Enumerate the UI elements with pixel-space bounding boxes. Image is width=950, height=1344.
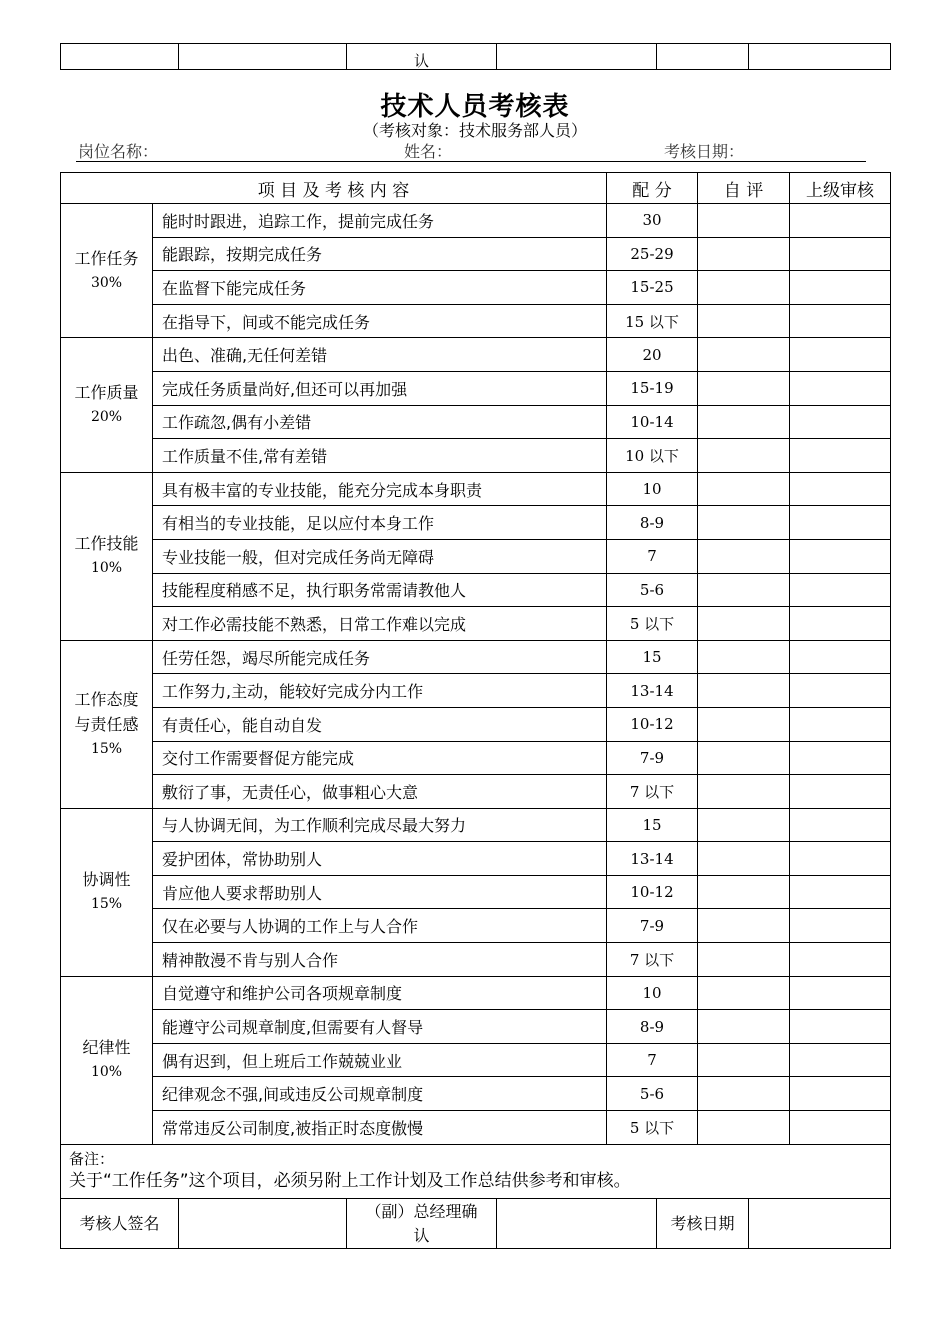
signature-row [61, 1199, 891, 1249]
criterion-text: 在指导下，间或不能完成任务 [153, 304, 607, 338]
superior-review-input-cell[interactable] [790, 204, 891, 238]
criterion-score: 10-12 [607, 707, 698, 741]
superior-review-input-cell[interactable] [790, 405, 891, 439]
category-cell [61, 472, 153, 640]
remarks-cell [61, 1144, 891, 1198]
table-row [61, 943, 891, 977]
self-evaluation-input-cell[interactable] [698, 237, 790, 271]
top-strip-cell-4 [657, 44, 749, 70]
category-name-line: 与责任感 [74, 714, 139, 734]
table-row [61, 1010, 891, 1044]
criterion-score: 5 以下 [607, 1111, 698, 1145]
category-cell [61, 338, 153, 472]
top-strip-table [60, 43, 891, 70]
table-row [61, 842, 891, 876]
category-name: 工作技能 [74, 534, 139, 554]
top-strip-cell-3 [497, 44, 657, 70]
superior-review-input-cell[interactable] [790, 875, 891, 909]
criterion-text: 有相当的专业技能，足以应付本身工作 [153, 506, 607, 540]
superior-review-input-cell[interactable] [790, 808, 891, 842]
table-row [61, 875, 891, 909]
superior-review-input-cell[interactable] [790, 674, 891, 708]
superior-review-input-cell[interactable] [790, 607, 891, 641]
remarks-text: 关于“工作任务”这个项目，必须另附上工作计划及工作总结供参考和审核。 [69, 1170, 631, 1191]
category-weight: 10% [90, 1064, 123, 1081]
superior-review-input-cell[interactable] [790, 1111, 891, 1145]
superior-review-input-cell[interactable] [790, 439, 891, 473]
criterion-score: 7 [607, 539, 698, 573]
criterion-text: 能遵守公司规章制度,但需要有人督导 [153, 1010, 607, 1044]
superior-review-input-cell[interactable] [790, 707, 891, 741]
self-evaluation-input-cell[interactable] [698, 674, 790, 708]
superior-review-input-cell[interactable] [790, 741, 891, 775]
top-strip-cell-5 [749, 44, 891, 70]
table-row [61, 741, 891, 775]
table-row [61, 640, 891, 674]
criterion-score: 7 以下 [607, 775, 698, 809]
superior-review-input-cell[interactable] [790, 909, 891, 943]
superior-review-input-cell[interactable] [790, 1077, 891, 1111]
criterion-text: 交付工作需要督促方能完成 [153, 741, 607, 775]
criterion-score: 7-9 [607, 909, 698, 943]
criterion-score: 15-25 [607, 271, 698, 305]
criterion-text: 工作质量不佳,常有差错 [153, 439, 607, 473]
assessment-table [60, 172, 891, 1199]
table-row [61, 1077, 891, 1111]
criterion-text: 肯应他人要求帮助别人 [153, 875, 607, 909]
table-row [61, 271, 891, 305]
table-row [61, 439, 891, 473]
criterion-score: 10 [607, 472, 698, 506]
superior-review-input-cell[interactable] [790, 573, 891, 607]
table-header-row [61, 173, 891, 204]
self-evaluation-input-cell[interactable] [698, 338, 790, 372]
top-strip-row [61, 44, 891, 70]
self-evaluation-input-cell[interactable] [698, 1111, 790, 1145]
self-evaluation-input-cell[interactable] [698, 775, 790, 809]
category-name: 工作质量 [74, 383, 139, 403]
superior-review-input-cell[interactable] [790, 640, 891, 674]
self-evaluation-input-cell[interactable] [698, 741, 790, 775]
criterion-text: 技能程度稍感不足，执行职务常需请教他人 [153, 573, 607, 607]
criterion-text: 有责任心，能自动自发 [153, 707, 607, 741]
table-row [61, 707, 891, 741]
table-row [61, 808, 891, 842]
superior-review-input-cell[interactable] [790, 506, 891, 540]
criterion-score: 15 以下 [607, 304, 698, 338]
category-name-line: 工作态度 [74, 689, 139, 709]
category-name: 协调性 [82, 870, 131, 890]
superior-review-input-cell[interactable] [790, 1010, 891, 1044]
category-weight: 20% [90, 409, 123, 426]
criterion-text: 常常违反公司制度,被指正时态度傲慢 [153, 1111, 607, 1145]
gm-confirm-label-line: 认 [413, 1225, 430, 1245]
criterion-score: 15 [607, 640, 698, 674]
criterion-text: 精神散漫不肯与别人合作 [153, 943, 607, 977]
table-row [61, 405, 891, 439]
table-row [61, 371, 891, 405]
criterion-score: 7 [607, 1043, 698, 1077]
criterion-score: 7-9 [607, 741, 698, 775]
criterion-text: 爱护团体，常协助别人 [153, 842, 607, 876]
criterion-text: 能时时跟进，追踪工作，提前完成任务 [153, 204, 607, 238]
criterion-score: 10 以下 [607, 439, 698, 473]
category-weight: 30% [90, 274, 123, 291]
criterion-score: 5 以下 [607, 607, 698, 641]
criterion-score: 5-6 [607, 1077, 698, 1111]
category-cell [61, 808, 153, 976]
criterion-score: 10-12 [607, 875, 698, 909]
gm-confirm-field[interactable] [497, 1199, 657, 1249]
superior-review-input-cell[interactable] [790, 271, 891, 305]
self-evaluation-input-cell[interactable] [698, 472, 790, 506]
assessment-date-label: 考核日期： [664, 142, 745, 161]
criterion-text: 偶有迟到，但上班后工作兢兢业业 [153, 1043, 607, 1077]
superior-review-input-cell[interactable] [790, 338, 891, 372]
top-strip-cell-2: 认 [347, 44, 497, 70]
self-evaluation-input-cell[interactable] [698, 808, 790, 842]
category-weight: 15% [90, 896, 123, 913]
criterion-score: 15 [607, 808, 698, 842]
table-row [61, 607, 891, 641]
category-cell [61, 640, 153, 808]
employee-name-label: 姓名： [404, 142, 453, 161]
criterion-text: 自觉遵守和维护公司各项规章制度 [153, 976, 607, 1010]
criterion-text: 专业技能一般，但对完成任务尚无障碍 [153, 539, 607, 573]
table-row [61, 304, 891, 338]
table-row [61, 573, 891, 607]
table-row [61, 1043, 891, 1077]
table-row [61, 1111, 891, 1145]
self-evaluation-input-cell[interactable] [698, 304, 790, 338]
table-row [61, 472, 891, 506]
form-subtitle: （考核对象：技术服务部人员） [362, 121, 587, 140]
self-evaluation-input-cell[interactable] [698, 909, 790, 943]
self-evaluation-input-cell[interactable] [698, 707, 790, 741]
table-row [61, 204, 891, 238]
table-row [61, 539, 891, 573]
header-content: 项 目 及 考 核 内 容 [61, 173, 607, 204]
criterion-text: 具有极丰富的专业技能，能充分完成本身职责 [153, 472, 607, 506]
self-evaluation-input-cell[interactable] [698, 204, 790, 238]
self-evaluation-input-cell[interactable] [698, 607, 790, 641]
table-row [61, 674, 891, 708]
criterion-score: 25-29 [607, 237, 698, 271]
self-evaluation-input-cell[interactable] [698, 943, 790, 977]
header-score: 配 分 [607, 173, 698, 204]
header-self-evaluation: 自 评 [698, 173, 790, 204]
criterion-score: 30 [607, 204, 698, 238]
assessor-signature-field[interactable] [179, 1199, 347, 1249]
superior-review-input-cell[interactable] [790, 842, 891, 876]
criterion-text: 对工作必需技能不熟悉，日常工作难以完成 [153, 607, 607, 641]
self-evaluation-input-cell[interactable] [698, 405, 790, 439]
criterion-score: 13-14 [607, 842, 698, 876]
criterion-score: 7 以下 [607, 943, 698, 977]
self-evaluation-input-cell[interactable] [698, 842, 790, 876]
table-row [61, 237, 891, 271]
superior-review-input-cell[interactable] [790, 472, 891, 506]
gm-confirm-label [347, 1199, 497, 1249]
self-evaluation-input-cell[interactable] [698, 640, 790, 674]
criterion-text: 与人协调无间，为工作顺利完成尽最大努力 [153, 808, 607, 842]
superior-review-input-cell[interactable] [790, 775, 891, 809]
criterion-text: 纪律观念不强,间或违反公司规章制度 [153, 1077, 607, 1111]
criterion-text: 仅在必要与人协调的工作上与人合作 [153, 909, 607, 943]
table-row [61, 506, 891, 540]
category-name: 纪律性 [82, 1038, 131, 1058]
position-name-label: 岗位名称： [78, 142, 159, 161]
table-row [61, 909, 891, 943]
category-cell [61, 204, 153, 338]
info-row [76, 142, 866, 162]
self-evaluation-input-cell[interactable] [698, 371, 790, 405]
self-evaluation-input-cell[interactable] [698, 1010, 790, 1044]
criterion-score: 10-14 [607, 405, 698, 439]
criterion-score: 20 [607, 338, 698, 372]
table-row [61, 338, 891, 372]
superior-review-input-cell[interactable] [790, 237, 891, 271]
signature-date-label: 考核日期 [657, 1199, 749, 1249]
self-evaluation-input-cell[interactable] [698, 439, 790, 473]
criterion-text: 能跟踪，按期完成任务 [153, 237, 607, 271]
superior-review-input-cell[interactable] [790, 371, 891, 405]
category-name: 工作任务 [74, 248, 139, 268]
superior-review-input-cell[interactable] [790, 539, 891, 573]
category-weight: 10% [90, 560, 123, 577]
category-cell [61, 976, 153, 1144]
self-evaluation-input-cell[interactable] [698, 271, 790, 305]
criterion-score: 13-14 [607, 674, 698, 708]
criterion-text: 完成任务质量尚好,但还可以再加强 [153, 371, 607, 405]
criterion-score: 8-9 [607, 506, 698, 540]
category-weight: 15% [90, 740, 123, 757]
remarks-row [61, 1144, 891, 1198]
self-evaluation-input-cell[interactable] [698, 539, 790, 573]
criterion-score: 5-6 [607, 573, 698, 607]
superior-review-input-cell[interactable] [790, 304, 891, 338]
superior-review-input-cell[interactable] [790, 976, 891, 1010]
self-evaluation-input-cell[interactable] [698, 573, 790, 607]
superior-review-input-cell[interactable] [790, 1043, 891, 1077]
self-evaluation-input-cell[interactable] [698, 1077, 790, 1111]
table-row [61, 976, 891, 1010]
superior-review-input-cell[interactable] [790, 943, 891, 977]
criterion-text: 任劳任怨，竭尽所能完成任务 [153, 640, 607, 674]
criterion-text: 工作疏忽,偶有小差错 [153, 405, 607, 439]
signature-table [60, 1198, 891, 1249]
criterion-text: 在监督下能完成任务 [153, 271, 607, 305]
criterion-score: 15-19 [607, 371, 698, 405]
criterion-score: 10 [607, 976, 698, 1010]
gm-confirm-label-line: （副）总经理确 [365, 1201, 478, 1221]
self-evaluation-input-cell[interactable] [698, 976, 790, 1010]
criterion-text: 敷衍了事，无责任心，做事粗心大意 [153, 775, 607, 809]
header-superior-review: 上级审核 [790, 173, 891, 204]
self-evaluation-input-cell[interactable] [698, 875, 790, 909]
table-row [61, 775, 891, 809]
signature-date-field[interactable] [749, 1199, 891, 1249]
assessor-signature-label: 考核人签名 [61, 1199, 179, 1249]
top-strip-cell-1 [179, 44, 347, 70]
criterion-score: 8-9 [607, 1010, 698, 1044]
criterion-text: 工作努力,主动，能较好完成分内工作 [153, 674, 607, 708]
self-evaluation-input-cell[interactable] [698, 506, 790, 540]
self-evaluation-input-cell[interactable] [698, 1043, 790, 1077]
form-title: 技术人员考核表 [380, 92, 570, 122]
top-strip-cell-0 [61, 44, 179, 70]
criterion-text: 出色、准确,无任何差错 [153, 338, 607, 372]
remarks-label: 备注： [69, 1149, 115, 1168]
